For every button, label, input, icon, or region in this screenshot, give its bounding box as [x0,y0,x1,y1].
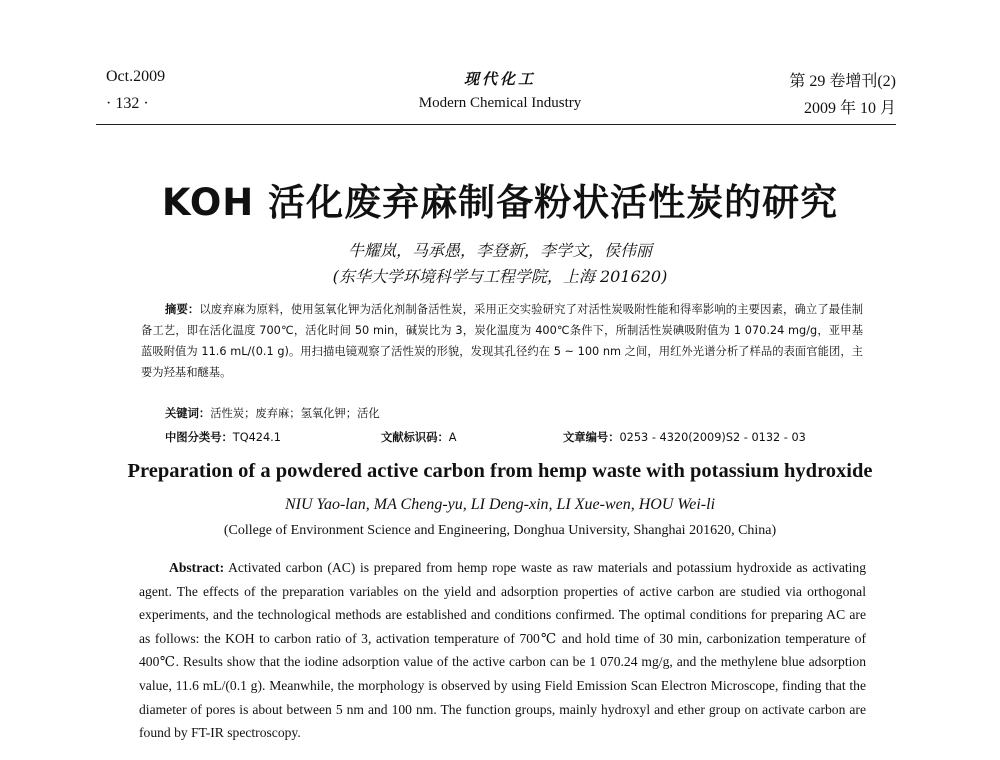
abstract-en [139,556,866,745]
keywords-cn-label: 关键词： [165,407,211,420]
document-code [381,429,457,445]
authors-en: NIU Yao-lan, MA Cheng-yu, LI Deng-xin, LI Xue-wen, HOU Wei-li [284,496,716,513]
keywords-cn [165,405,380,421]
authors-cn: 牛耀岚，马承愚，李登新，李学文，侯伟丽 [347,241,652,260]
affiliation-en: (College of Environment Science and Engineering, Donghua University, Shanghai 201620, China) [223,523,777,538]
article-number-label: 文章编号： [563,431,620,444]
article-number-value: 0253 - 4320(2009)S2 - 0132 - 03 [619,431,806,444]
page-number: · 132 · [106,95,149,112]
document-code-label: 文献标识码： [381,431,449,444]
article-number [563,429,806,445]
clc-label: 中图分类号： [165,431,233,444]
paper-title-en: Preparation of a powdered active carbon from hemp waste with potassium hydroxide [127,460,873,482]
clc-number [165,429,281,445]
abstract-en-text: Activated carbon (AC) is prepared from hemp rope waste as raw materials and potassium hydroxide as activating agent. The effects of the preparation variables on the yield and adsorption properties of active carbon are studied via orthogonal experiments, and the technological methods are established and conditions confirmed. The optimal conditions for preparing AC are as follows: the KOH to carbon ratio of 3, activation temperature of 700℃ and hold time of 30 min, carbonization temperature of 400℃. Results show that the iodine adsorption value of the active carbon can be 1 070.24 mg/g, and the methylene blue adsorption value, 11.6 mL/(0.1 g). Meanwhile, the morphology is observed by using Field Emission Scan Electron Microscope, finding that the diameter of pores is about between 5 nm and 100 nm. The function groups, mainly hydroxyl and ether group on activate carbon are found by FT-IR spectroscopy. [139,560,866,741]
running-header-bottom [0,95,1000,119]
running-header-top [0,68,1000,92]
clc-value: TQ424.1 [232,431,281,444]
header-divider [96,124,896,125]
abstract-en-label: Abstract: [169,560,225,575]
issue-date: 2009 年 10 月 [803,100,896,117]
paper-title-cn: KOH 活化废弃麻制备粉状活性炭的研究 [161,181,839,224]
keywords-cn-text: 活性炭；废弃麻；氢氧化钾；活化 [210,407,380,420]
affiliation-cn: (东华大学环境科学与工程学院，上海 201620) [332,267,668,286]
abstract-cn-label: 摘要： [165,303,200,316]
volume-info: 第 29 卷增刊(2) [789,73,896,90]
abstract-cn-text: 以废弃麻为原料，使用氢氧化钾为活化剂制备活性炭，采用正交实验研究了对活性炭吸附性能和得率影响的主要因素，确立了最佳制备工艺，即在活化温度 700℃，活化时间 50 min，碱炭比为 3，炭化温度为 400℃条件下，所制活性炭碘吸附值为 1 070.24 mg/g，亚甲基蓝吸附值为 11.6 mL/(0.1 g)。用扫描电镜观察了活性炭的形貌，发现其孔径约在 5 ~ 100 nm 之间，用红外光谱分析了样品的表面官能团，主要为羟基和醚基。 [141,303,863,379]
classification-row [165,429,865,447]
abstract-en-paragraph [139,556,866,745]
issue-month: Oct.2009 [106,68,166,85]
journal-name-en: Modern Chemical Industry [418,95,582,111]
journal-name-cn: 现代化工 [463,70,536,88]
abstract-cn [141,299,863,383]
abstract-cn-paragraph [141,299,863,383]
document-code-value: A [448,431,457,444]
